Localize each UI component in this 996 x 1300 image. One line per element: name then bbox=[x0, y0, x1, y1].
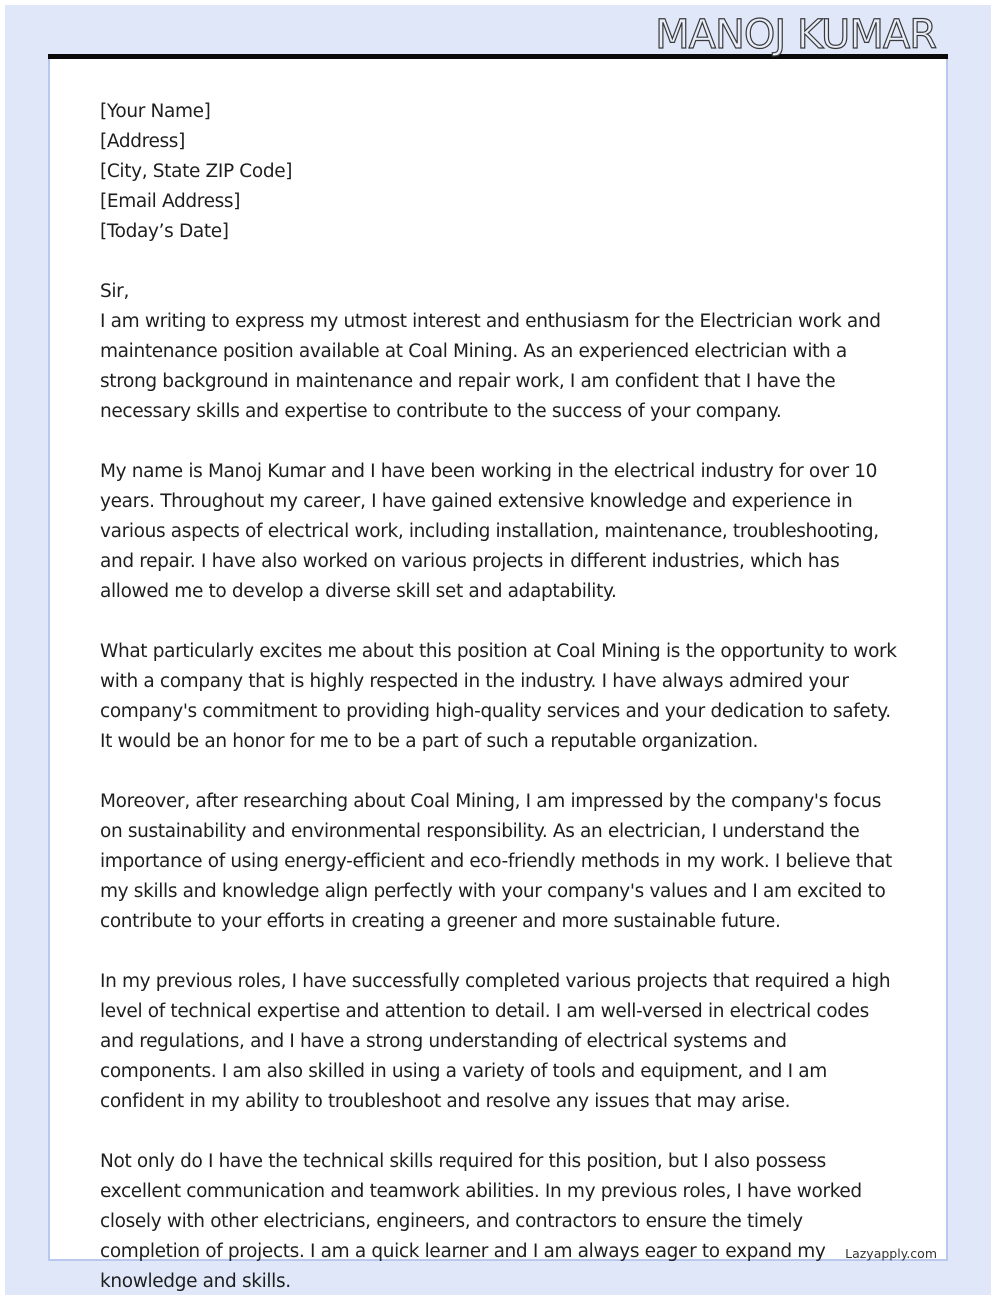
applicant-name-heading: MANOJ KUMAR bbox=[655, 12, 936, 58]
sender-address: [Address] bbox=[100, 131, 185, 152]
body-paragraph: My name is Manoj Kumar and I have been working in the electrical industry for over 10 years. Throughout my career, I have gained extensive knowledge and experience in various aspects of electrical work, including installation, maintenance, troubleshooting, and repair. I have also worked on various projects in different industries, which has allowed me to develop a diverse skill set and adaptability. bbox=[100, 461, 879, 602]
letter-body bbox=[100, 97, 900, 1297]
body-paragraph: I am writing to express my utmost interest and enthusiasm for the Electrician work and maintenance position available at Coal Mining. As an experienced electrician with a strong background in maintenance and repair work, I am confident that I have the necessary skills and expertise to contribute to the success of your company. bbox=[100, 311, 881, 422]
letter-date: [Today’s Date] bbox=[100, 221, 229, 242]
salutation: Sir, bbox=[100, 281, 129, 302]
body-paragraph: Not only do I have the technical skills required for this position, but I also possess excellent communication and teamwork abilities. In my previous roles, I have worked closely with other electricians, engineers, and contractors to ensure the timely completion of projects. I am a quick learner and I am always eager to expand my knowledge and skills. bbox=[100, 1151, 862, 1292]
spacer bbox=[100, 757, 900, 787]
spacer bbox=[100, 247, 900, 277]
watermark-link: Lazyapply.com bbox=[845, 1246, 937, 1261]
spacer bbox=[100, 427, 900, 457]
sender-email: [Email Address] bbox=[100, 191, 241, 212]
body-paragraph: Moreover, after researching about Coal Mining, I am impressed by the company's focus on sustainability and environmental responsibility. As an electrician, I understand the importance of using energy-efficient and eco-friendly methods in my work. I believe that my skills and knowledge align perfectly with your company's values and I am excited to contribute to your efforts in creating a greener and more sustainable future. bbox=[100, 791, 892, 932]
body-paragraph: What particularly excites me about this position at Coal Mining is the opportunity to work with a company that is highly respected in the industry. I have always admired your company's commitment to providing high-quality services and your dedication to safety. It would be an honor for me to be a part of such a reputable organization. bbox=[100, 641, 897, 752]
spacer bbox=[100, 1117, 900, 1147]
spacer bbox=[100, 937, 900, 967]
body-paragraph: In my previous roles, I have successfully completed various projects that required a high level of technical expertise and attention to detail. I am well-versed in electrical codes and regulations, and I have a strong understanding of electrical systems and components. I am also skilled in using a variety of tools and equipment, and I am confident in my ability to troubleshoot and resolve any issues that may arise. bbox=[100, 971, 891, 1112]
spacer bbox=[100, 607, 900, 637]
sender-name: [Your Name] bbox=[100, 101, 211, 122]
sender-city-state-zip: [City, State ZIP Code] bbox=[100, 161, 293, 182]
